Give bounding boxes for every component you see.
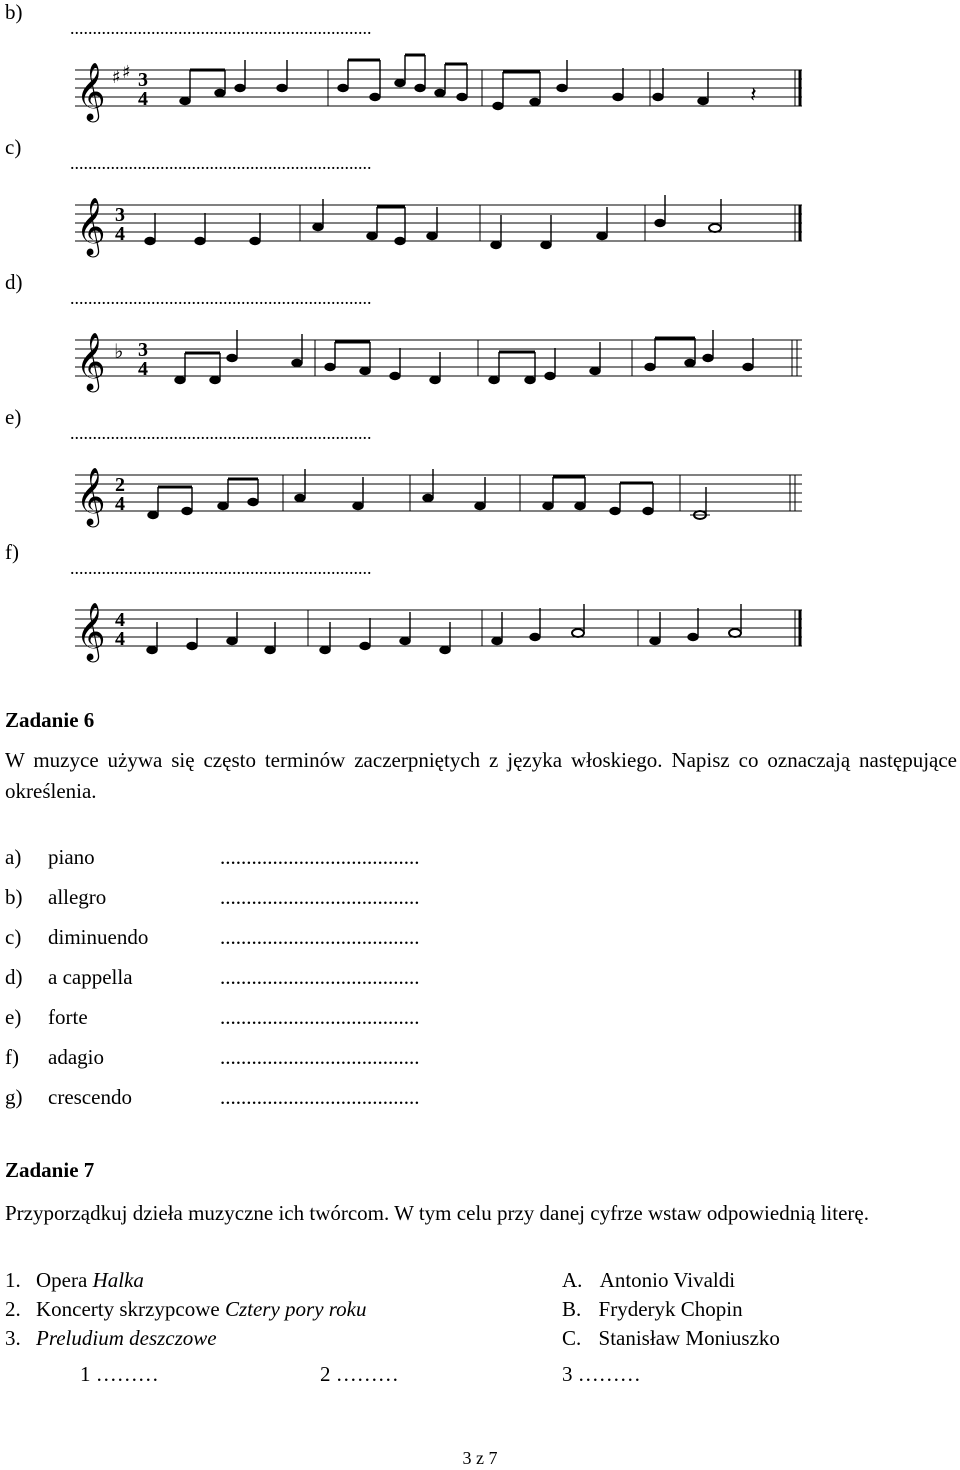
answer-line-c: ................................................................... xyxy=(70,153,372,173)
term-name: a cappella xyxy=(48,965,133,989)
music-staff-e xyxy=(60,455,810,535)
svg-text:4: 4 xyxy=(138,358,148,380)
work-number: 3. xyxy=(5,1326,21,1350)
term-answer-line: ...................................... xyxy=(220,965,420,989)
term-letter: d) xyxy=(5,965,23,989)
task7-title: Zadanie 7 xyxy=(5,1158,95,1182)
composer-name: Stanisław Moniuszko xyxy=(598,1326,780,1350)
svg-text:𝄞: 𝄞 xyxy=(76,332,106,390)
page-number: 3 z 7 xyxy=(462,1448,498,1468)
term-answer-line: ...................................... xyxy=(220,1085,420,1109)
svg-text:4: 4 xyxy=(115,223,125,245)
answer-slot-3: 3 ……… xyxy=(562,1362,641,1386)
svg-text:3: 3 xyxy=(138,69,148,91)
term-row xyxy=(5,1045,605,1085)
term-answer-line: ...................................... xyxy=(220,1045,420,1069)
svg-text:4: 4 xyxy=(138,88,148,110)
composer-letter: A. xyxy=(562,1268,583,1292)
svg-text:4: 4 xyxy=(115,493,125,515)
svg-text:4: 4 xyxy=(115,609,125,631)
work-number: 1. xyxy=(5,1268,21,1292)
work-title: Cztery pory roku xyxy=(224,1297,367,1321)
exercise-label-b: b) xyxy=(5,0,23,24)
exercise-label-c: c) xyxy=(5,135,22,159)
answer-slot-2: 2 ……… xyxy=(320,1362,399,1386)
work-item-2 xyxy=(5,1297,366,1322)
task7-intro: Przyporządkuj dzieła muzyczne ich twórcom. W tym celu przy danej cyfrze wstaw odpowiednią literę. xyxy=(5,1201,869,1225)
composer-b xyxy=(562,1297,743,1322)
composer-name: Fryderyk Chopin xyxy=(598,1297,743,1321)
svg-text:𝄞: 𝄞 xyxy=(76,602,106,660)
term-answer-line: ...................................... xyxy=(220,1005,420,1029)
svg-text:𝄞: 𝄞 xyxy=(76,467,106,525)
composer-name: Antonio Vivaldi xyxy=(599,1268,736,1292)
term-row xyxy=(5,845,605,885)
term-name: allegro xyxy=(48,885,107,909)
work-prefix: Opera xyxy=(36,1268,93,1292)
term-name: crescendo xyxy=(48,1085,132,1109)
svg-text:𝄞: 𝄞 xyxy=(76,197,106,255)
composer-a xyxy=(562,1268,735,1293)
work-item-3 xyxy=(5,1326,217,1351)
svg-text:3: 3 xyxy=(138,339,148,361)
composer-letter: C. xyxy=(562,1326,582,1350)
music-staff-c xyxy=(60,185,810,265)
term-answer-line: ...................................... xyxy=(220,885,420,909)
exercise-label-e: e) xyxy=(5,405,22,429)
music-staff-b xyxy=(60,50,810,130)
composer-c xyxy=(562,1326,780,1351)
term-letter: g) xyxy=(5,1085,23,1109)
term-row xyxy=(5,925,605,965)
composer-letter: B. xyxy=(562,1297,582,1321)
svg-text:♯: ♯ xyxy=(122,62,131,83)
term-letter: b) xyxy=(5,885,23,909)
work-title: Preludium deszczowe xyxy=(36,1326,217,1350)
term-name: piano xyxy=(48,845,95,869)
term-letter: c) xyxy=(5,925,22,949)
term-name: adagio xyxy=(48,1045,104,1069)
svg-text:2: 2 xyxy=(115,474,125,496)
work-number: 2. xyxy=(5,1297,21,1321)
svg-text:♯: ♯ xyxy=(112,67,121,88)
term-answer-line: ...................................... xyxy=(220,925,420,949)
exercise-label-d: d) xyxy=(5,270,23,294)
task6-title: Zadanie 6 xyxy=(5,708,95,732)
answer-line-e: ................................................................... xyxy=(70,423,372,443)
term-row xyxy=(5,965,605,1005)
svg-text:3: 3 xyxy=(115,204,125,226)
work-prefix: Koncerty skrzypcowe xyxy=(36,1297,225,1321)
music-staff-d xyxy=(60,320,810,400)
music-staff-f xyxy=(60,590,810,670)
term-letter: a) xyxy=(5,845,22,869)
svg-text:𝄽: 𝄽 xyxy=(750,83,757,108)
answer-slot-1: 1 ……… xyxy=(80,1362,159,1386)
term-row xyxy=(5,1085,605,1125)
answer-line-d: ................................................................... xyxy=(70,288,372,308)
work-item-1 xyxy=(5,1268,144,1293)
work-title: Halka xyxy=(92,1268,144,1292)
svg-text:𝄞: 𝄞 xyxy=(76,62,106,120)
exercise-label-f: f) xyxy=(5,540,19,564)
term-answer-line: ...................................... xyxy=(220,845,420,869)
answer-line-b: ................................................................... xyxy=(70,18,372,38)
answer-line-f: ................................................................... xyxy=(70,558,372,578)
term-letter: f) xyxy=(5,1045,19,1069)
svg-text:4: 4 xyxy=(115,628,125,650)
task6-term-list xyxy=(5,845,605,1125)
term-letter: e) xyxy=(5,1005,22,1029)
term-name: diminuendo xyxy=(48,925,149,949)
svg-text:♭: ♭ xyxy=(114,339,124,363)
term-name: forte xyxy=(48,1005,88,1029)
term-row xyxy=(5,1005,605,1045)
task6-intro: W muzyce używa się często terminów zaczerpniętych z języka włoskiego. Napisz co oznaczają następujące określenia. xyxy=(5,748,957,803)
term-row xyxy=(5,885,605,925)
